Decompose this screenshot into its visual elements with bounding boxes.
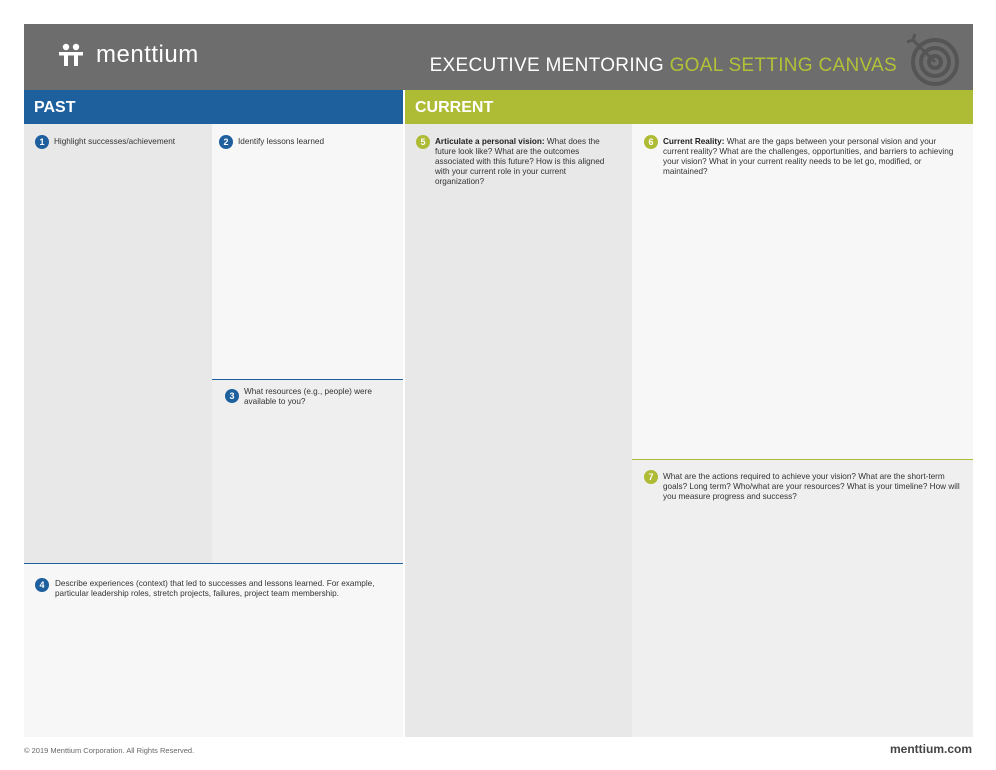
section-past-header: PAST bbox=[24, 90, 403, 124]
page-title bbox=[430, 55, 897, 77]
panel-experiences-prompt: Describe experiences (context) that led to successes and lessons learned. For example, particular leadership roles, stretch projects, failures, project team membership. bbox=[55, 579, 375, 598]
current-reality-heading: Current Reality: bbox=[663, 137, 725, 146]
panel-lessons[interactable] bbox=[212, 124, 403, 379]
menttium-logo-icon bbox=[58, 43, 92, 67]
step-number-7: 7 bbox=[644, 470, 658, 484]
panel-resources-prompt: What resources (e.g., people) were available to you? bbox=[244, 387, 372, 406]
section-current-header: CURRENT bbox=[405, 90, 973, 124]
step-number-1: 1 bbox=[35, 135, 49, 149]
panel-current-reality-prompt bbox=[663, 137, 963, 177]
current-reality-text: What are the gaps between your personal vision and your current reality? What are the challenges, opportunities, and barriers to achieving your vision? What in your current reality needs to be let go, modified, or maintained? bbox=[663, 137, 954, 176]
panel-successes-prompt: Highlight successes/achievement bbox=[54, 137, 176, 146]
panel-actions-prompt: What are the actions required to achieve your vision? What are the short-term goals? Long term? Who/what are your resources? What is your timeline? How will you measure progress and success? bbox=[663, 472, 960, 501]
personal-vision-text: What does the future look like? What are the outcomes associated with this future? How is this aligned with your current role in your current organization? bbox=[435, 137, 605, 186]
panel-successes[interactable] bbox=[24, 124, 212, 563]
panel-personal-vision-prompt bbox=[435, 137, 611, 187]
step-number-5: 5 bbox=[416, 135, 430, 149]
step-number-6: 6 bbox=[644, 135, 658, 149]
step-number-3: 3 bbox=[225, 389, 239, 403]
brand-name: menttium bbox=[96, 41, 199, 68]
panel-personal-vision[interactable] bbox=[405, 124, 632, 737]
title-accent: GOAL SETTING CANVAS bbox=[669, 55, 897, 76]
step-number-2: 2 bbox=[219, 135, 233, 149]
header-bar bbox=[24, 24, 973, 90]
panel-current-reality[interactable] bbox=[632, 124, 973, 459]
panel-experiences[interactable] bbox=[24, 563, 403, 737]
title-main: EXECUTIVE MENTORING bbox=[429, 55, 670, 76]
personal-vision-heading: Articulate a personal vision: bbox=[435, 137, 545, 146]
website-link[interactable]: menttium.com bbox=[889, 742, 972, 756]
copyright-text: © 2019 Menttium Corporation. All Rights Reserved. bbox=[24, 746, 195, 755]
panel-lessons-prompt: Identify lessons learned bbox=[238, 137, 325, 146]
panel-resources[interactable] bbox=[212, 379, 403, 563]
step-number-4: 4 bbox=[35, 578, 49, 592]
panel-actions[interactable] bbox=[632, 459, 973, 737]
target-icon bbox=[903, 30, 961, 88]
